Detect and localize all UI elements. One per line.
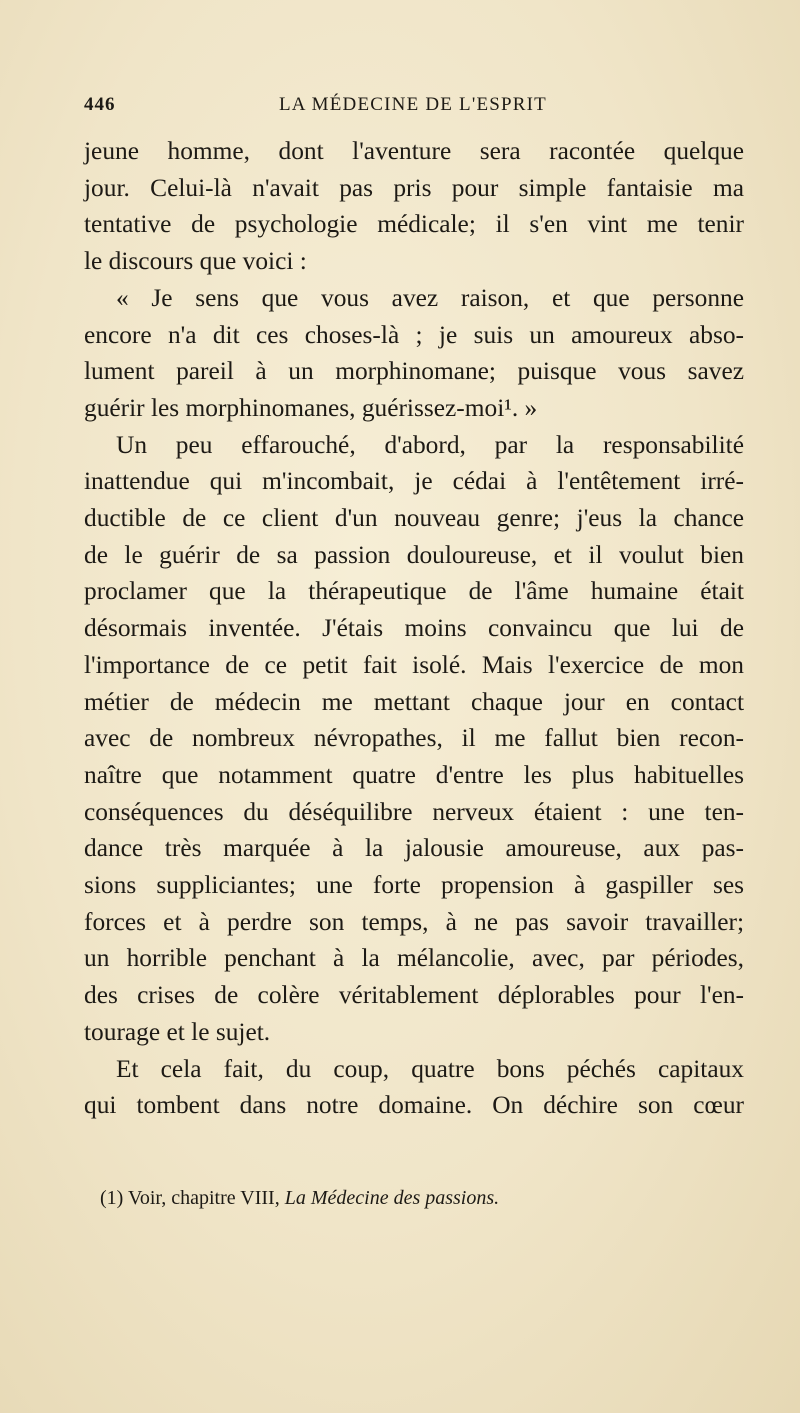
text-line: désormais inventée. J'étais moins convaincu que lui de — [84, 614, 744, 643]
text-line: inattendue qui m'incombait, je cédai à l'entêtement irré- — [84, 467, 744, 496]
text-line: qui tombent dans notre domaine. On déchire son cœur — [84, 1091, 744, 1120]
text-line: tentative de psychologie médicale; il s'en vint me tenir — [84, 210, 744, 239]
text-line: ductible de ce client d'un nouveau genre; j'eus la chance — [84, 504, 744, 533]
text-line: de le guérir de sa passion douloureuse, et il voulut bien — [84, 540, 744, 569]
text-line: forces et à perdre son temps, à ne pas savoir travailler; — [84, 907, 744, 936]
text-line: guérir les morphinomanes, guérissez-moi¹. » — [84, 393, 538, 422]
running-title: LA MÉDECINE DE L'ESPRIT — [279, 94, 547, 115]
footnote-prefix: (1) Voir, chapitre VIII, — [100, 1187, 285, 1209]
text-line: naître que notamment quatre d'entre les plus habituelles — [84, 760, 744, 789]
text-line: Et cela fait, du coup, quatre bons péchés capitaux — [116, 1054, 744, 1083]
text-line: tourage et le sujet. — [84, 1017, 271, 1046]
page-number: 446 — [84, 94, 116, 115]
page-header — [84, 94, 744, 118]
text-line: l'importance de ce petit fait isolé. Mais l'exercice de mon — [84, 650, 744, 679]
text-line: un horrible penchant à la mélancolie, avec, par périodes, — [84, 944, 744, 973]
footnote-title: La Médecine des passions. — [284, 1187, 500, 1209]
text-line: « Je sens que vous avez raison, et que personne — [116, 283, 744, 312]
text-line: encore n'a dit ces choses-là ; je suis un amoureux abso- — [84, 320, 744, 349]
text-line: lument pareil à un morphinomane; puisque vous savez — [84, 357, 744, 386]
text-line: le discours que voici : — [84, 247, 307, 276]
text-line: conséquences du déséquilibre nerveux étaient : une ten- — [84, 797, 744, 826]
text-line: avec de nombreux névropathes, il me fallut bien recon- — [84, 724, 744, 753]
text-line: sions suppliciantes; une forte propension à gaspiller ses — [84, 871, 744, 900]
text-line: dance très marquée à la jalousie amoureuse, aux pas- — [84, 834, 744, 863]
footnote — [100, 1187, 499, 1210]
body-text — [84, 133, 744, 1124]
text-line: proclamer que la thérapeutique de l'âme humaine était — [84, 577, 744, 606]
text-line: jeune homme, dont l'aventure sera racontée quelque — [84, 137, 744, 165]
text-line: Un peu effarouché, d'abord, par la responsabilité — [116, 430, 744, 459]
text-line: des crises de colère véritablement déplorables pour l'en- — [84, 981, 744, 1010]
text-line: métier de médecin me mettant chaque jour en contact — [84, 687, 744, 716]
text-line: jour. Celui-là n'avait pas pris pour simple fantaisie ma — [84, 173, 744, 202]
